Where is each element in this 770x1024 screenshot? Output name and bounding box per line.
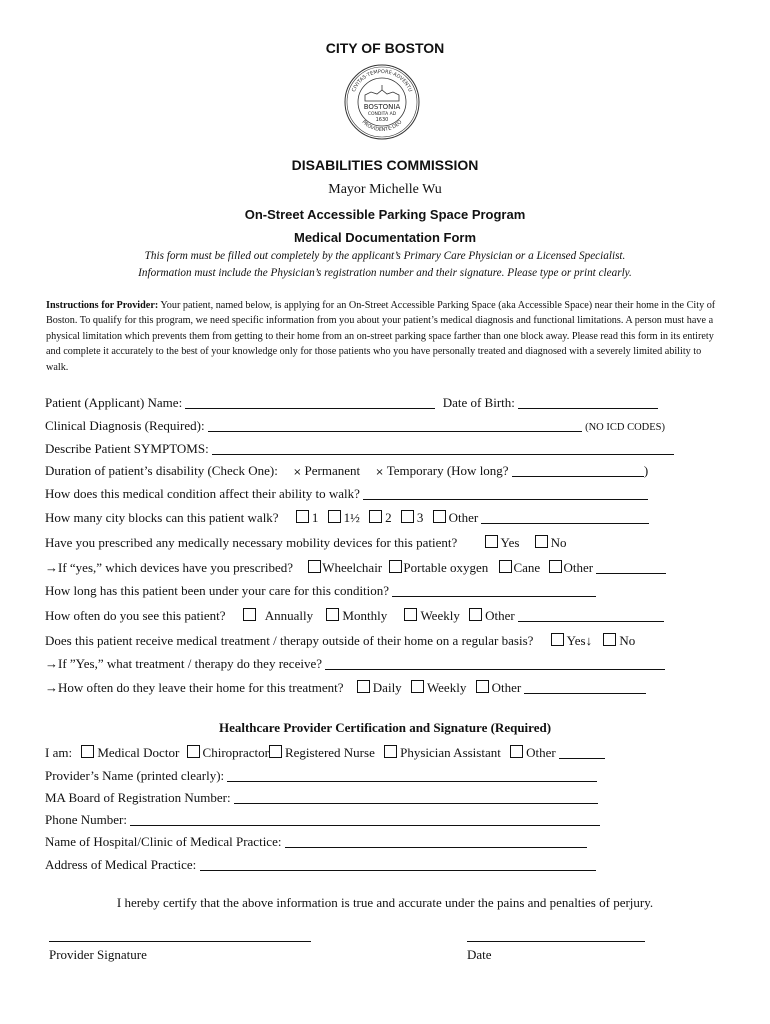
provider-name-label: Provider’s Name (printed clearly):: [45, 768, 225, 783]
diagnosis-label: Clinical Diagnosis (Required):: [45, 418, 205, 433]
see-other-label: Other: [485, 608, 515, 623]
medical-doctor-checkbox[interactable]: [81, 745, 94, 758]
registered-nurse-checkbox[interactable]: [269, 745, 282, 758]
form-note-line1: This form must be filled out completely by the applicant’s Primary Care Physician or a Licensed Specialist.: [144, 250, 626, 262]
see-weekly-checkbox[interactable]: [404, 608, 417, 621]
treatment-question: Does this patient receive medical treatment / therapy outside of their home on a regular basis?: [45, 633, 534, 648]
address-row: [45, 857, 596, 873]
annually-label: Annually: [264, 608, 314, 623]
blocks-2-label: 2: [385, 510, 392, 525]
temporary-length-field[interactable]: [512, 464, 644, 477]
seal-condita: CONDITA AD: [367, 112, 397, 117]
city-title: CITY OF BOSTON: [325, 40, 445, 56]
provider-name-field[interactable]: [227, 769, 597, 782]
blocks-other-field[interactable]: [481, 511, 649, 524]
blocks-1-5-checkbox[interactable]: [328, 510, 341, 523]
devices-question: →If “yes,” which devices have you prescribed?: [45, 560, 293, 575]
chiropractor-checkbox[interactable]: [187, 745, 200, 758]
blocks-other-label: Other: [448, 510, 479, 525]
board-number-row: [45, 790, 598, 806]
blocks-1-5-label: 1½: [343, 510, 360, 525]
affect-walk-row: [45, 486, 648, 502]
monthly-label: Monthly: [342, 608, 388, 623]
symptoms-field[interactable]: [212, 442, 674, 455]
temporary-label: Temporary (How long?: [386, 463, 509, 478]
see-often-label: How often do you see this patient?: [45, 608, 226, 623]
blocks-2-checkbox[interactable]: [369, 510, 382, 523]
temporary-checkbox[interactable]: ×: [375, 467, 384, 478]
medical-doctor-label: Medical Doctor: [97, 745, 180, 760]
provider-name-row: [45, 768, 597, 784]
mobility-yes-label: Yes: [500, 535, 520, 550]
duration-label: Duration of patient’s disability (Check One):: [45, 463, 278, 478]
no-icd-note: (NO ICD CODES): [585, 422, 666, 433]
mayor-name: Mayor Michelle Wu: [328, 182, 442, 197]
blocks-label: How many city blocks can this patient walk?: [45, 510, 279, 525]
annually-checkbox[interactable]: [243, 608, 256, 621]
treatment-yes-checkbox[interactable]: [551, 633, 564, 646]
seal-top-text: CIVITAS·TEMPORE·ADVENTU: [351, 68, 413, 93]
mobility-row: [45, 535, 567, 551]
phone-row: [45, 812, 600, 828]
certify-statement: I hereby certify that the above information is true and accurate under the pains and penalties of perjury.: [116, 895, 654, 910]
seal-bottom-text: PROVIDENTE·DEO: [360, 119, 404, 134]
treatment-no-label: No: [619, 633, 636, 648]
diagnosis-field[interactable]: [208, 419, 582, 432]
symptoms-row: [45, 441, 674, 457]
blocks-1-label: 1: [311, 510, 319, 525]
instructions-label: Instructions for Provider:: [46, 300, 159, 311]
devices-other-checkbox[interactable]: [549, 560, 562, 573]
devices-row: [45, 560, 666, 576]
affect-walk-field[interactable]: [363, 487, 648, 500]
symptoms-label: Describe Patient SYMPTOMS:: [45, 441, 209, 456]
blocks-3-label: 3: [416, 510, 424, 525]
blocks-row: [45, 510, 649, 526]
treatment-yes-label: Yes: [566, 633, 586, 648]
role-other-field[interactable]: [559, 746, 605, 759]
blocks-other-checkbox[interactable]: [433, 510, 446, 523]
mobility-yes-checkbox[interactable]: [485, 535, 498, 548]
hospital-row: [45, 834, 587, 850]
blocks-1-checkbox[interactable]: [296, 510, 309, 523]
commission-title: DISABILITIES COMMISSION: [291, 157, 479, 173]
see-other-checkbox[interactable]: [469, 608, 482, 621]
cane-checkbox[interactable]: [499, 560, 512, 573]
program-title: On-Street Accessible Parking Space Program: [244, 207, 526, 222]
signature-line[interactable]: [49, 941, 311, 942]
leave-other-checkbox[interactable]: [476, 680, 489, 693]
instructions-text: Your patient, named below, is applying for an On-Street Accessible Parking Space (aka Accessible Space) near their home in the City of Boston. To qualify for this program, we need specific information from you about your patient’s medical diagnosis and functional limitations. A person must have a physical limitation which prevents them from getting to their home from an on-street parking space farther than one block away. Please read this form in its entirety and complete it accurately to the best of your knowledge only for those patients who you have personally treated and diagnosed with a severely limited ability to walk.: [46, 300, 716, 373]
seal-name: BOSTONIA: [363, 103, 401, 111]
leave-daily-label: Daily: [372, 680, 402, 695]
address-label: Address of Medical Practice:: [45, 857, 197, 872]
boston-seal-logo: [343, 63, 421, 141]
wheelchair-checkbox[interactable]: [308, 560, 321, 573]
physician-assistant-label: Physician Assistant: [400, 745, 501, 760]
diagnosis-row: [45, 418, 665, 434]
patient-name-field[interactable]: [185, 396, 435, 409]
see-weekly-label: Weekly: [420, 608, 460, 623]
treatment-what-field[interactable]: [325, 657, 665, 670]
blocks-3-checkbox[interactable]: [401, 510, 414, 523]
form-note-line2: Information must include the Physician’s registration number and their signature. Please type or print clearly.: [138, 267, 632, 279]
portable-oxygen-checkbox[interactable]: [389, 560, 402, 573]
role-row: [45, 745, 605, 761]
care-length-field[interactable]: [392, 584, 596, 597]
mobility-no-label: No: [550, 535, 567, 550]
certification-title: Healthcare Provider Certification and Signature (Required): [218, 720, 552, 735]
phone-label: Phone Number:: [45, 812, 127, 827]
physician-assistant-checkbox[interactable]: [384, 745, 397, 758]
instructions-paragraph: [46, 298, 726, 375]
chiropractor-label: Chiropractor: [202, 745, 269, 760]
date-line[interactable]: [467, 941, 645, 942]
mobility-question: Have you prescribed any medically necessary mobility devices for this patient?: [45, 535, 458, 550]
devices-other-field[interactable]: [596, 561, 666, 574]
treatment-what-row: [45, 656, 665, 672]
portable-oxygen-label: Portable oxygen: [403, 560, 489, 575]
iam-label: I am:: [45, 745, 73, 760]
mobility-no-checkbox[interactable]: [535, 535, 548, 548]
board-number-label: MA Board of Registration Number:: [45, 790, 231, 805]
leave-weekly-label: Weekly: [426, 680, 467, 695]
hospital-field[interactable]: [285, 835, 587, 848]
role-other-checkbox[interactable]: [510, 745, 523, 758]
temporary-close: ): [643, 463, 649, 478]
treatment-what-label: →If ”Yes,” what treatment / therapy do they receive?: [45, 656, 322, 671]
date-label: Date: [467, 947, 492, 962]
see-other-field[interactable]: [518, 609, 664, 622]
cane-label: Cane: [513, 560, 541, 575]
leave-other-label: Other: [491, 680, 522, 695]
treatment-no-checkbox[interactable]: [603, 633, 616, 646]
leave-daily-checkbox[interactable]: [357, 680, 370, 693]
care-length-label: How long has this patient been under your care for this condition?: [45, 583, 390, 598]
monthly-checkbox[interactable]: [326, 608, 339, 621]
board-number-field[interactable]: [234, 791, 598, 804]
patient-name-label: Patient (Applicant) Name:: [45, 395, 183, 410]
patient-name-row: [45, 395, 658, 411]
form-title: Medical Documentation Form: [293, 230, 477, 245]
see-often-row: [45, 608, 664, 624]
leave-other-field[interactable]: [524, 681, 646, 694]
dob-field[interactable]: [518, 396, 658, 409]
phone-field[interactable]: [130, 813, 600, 826]
duration-row: [45, 463, 648, 479]
signature-label: Provider Signature: [49, 947, 147, 962]
registered-nurse-label: Registered Nurse: [284, 745, 375, 760]
treatment-yes-mark: ↓: [585, 633, 593, 648]
wheelchair-label: Wheelchair: [322, 560, 383, 575]
dob-label: Date of Birth:: [442, 395, 515, 410]
permanent-label: Permanent: [304, 463, 361, 478]
leave-often-row: [45, 680, 646, 696]
address-field[interactable]: [200, 858, 596, 871]
permanent-checkbox[interactable]: ×: [293, 467, 302, 478]
leave-often-label: →How often do they leave their home for this treatment?: [45, 680, 344, 695]
care-length-row: [45, 583, 596, 599]
leave-weekly-checkbox[interactable]: [411, 680, 424, 693]
affect-walk-label: How does this medical condition affect their ability to walk?: [45, 486, 360, 501]
devices-other-label: Other: [563, 560, 594, 575]
seal-year: 1630: [375, 117, 389, 123]
hospital-label: Name of Hospital/Clinic of Medical Practice:: [45, 834, 282, 849]
role-other-label: Other: [526, 745, 556, 760]
treatment-row: [45, 633, 635, 649]
